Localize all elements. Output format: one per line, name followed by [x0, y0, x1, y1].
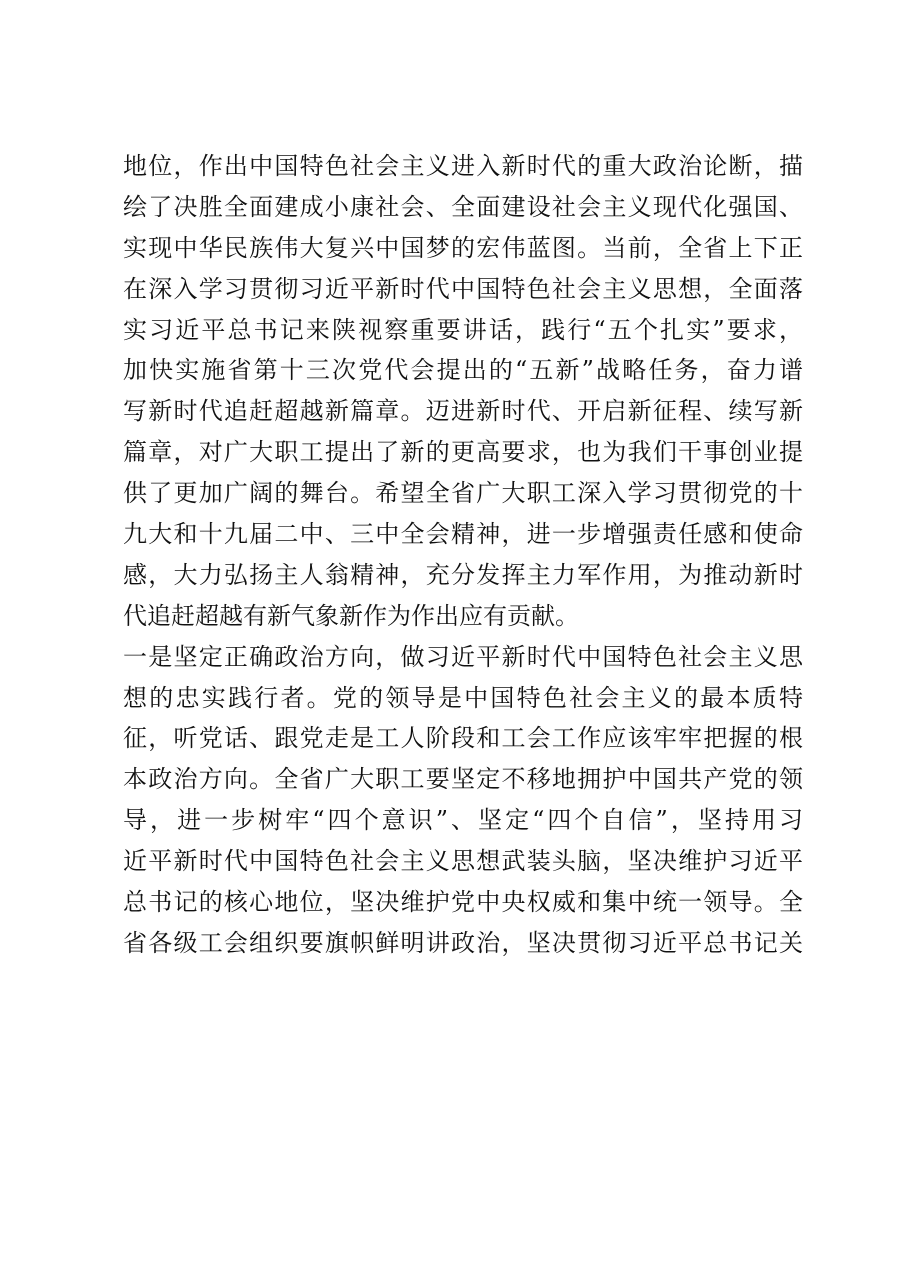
text-line: 在深入学习贯彻习近平新时代中国特色社会主义思想，全面落: [123, 274, 803, 303]
text-line: 想的忠实践行者。党的领导是中国特色社会主义的最本质特: [123, 683, 803, 712]
text-line: 导，进一步树牢“四个意识”、坚定“四个自信”，坚持用习: [123, 806, 803, 835]
text-line: 绘了决胜全面建成小康社会、全面建设社会主义现代化强国、: [123, 192, 803, 221]
text-line: 加快实施省第十三次党代会提出的“五新”战略任务，奋力谱: [123, 356, 803, 385]
text-line: 九大和十九届二中、三中全会精神，进一步增强责任感和使命: [123, 520, 803, 549]
text-line: 一是坚定正确政治方向，做习近平新时代中国特色社会主义思: [123, 642, 803, 671]
text-line: 本政治方向。全省广大职工要坚定不移地拥护中国共产党的领: [123, 765, 803, 794]
text-line: 征，听党话、跟党走是工人阶段和工会工作应该牢牢把握的根: [123, 724, 803, 753]
text-line: 供了更加广阔的舞台。希望全省广大职工深入学习贯彻党的十: [123, 479, 803, 508]
paragraph-end-line: 代追赶超越有新气象新作为作出应有贡献。: [123, 601, 579, 630]
text-line: 感，大力弘扬主人翁精神，充分发挥主力军作用，为推动新时: [123, 560, 803, 589]
text-line: 总书记的核心地位，坚决维护党中央权威和集中统一领导。全: [123, 888, 803, 917]
text-line: 实现中华民族伟大复兴中国梦的宏伟蓝图。当前，全省上下正: [123, 233, 803, 262]
text-line: 近平新时代中国特色社会主义思想武装头脑，坚决维护习近平: [123, 847, 803, 876]
text-line: 地位，作出中国特色社会主义进入新时代的重大政治论断，描: [123, 152, 803, 180]
text-line: 实习近平总书记来陕视察重要讲话，践行“五个扎实”要求，: [123, 315, 803, 344]
text-line: 写新时代追赶超越新篇章。迈进新时代、开启新征程、续写新: [123, 397, 803, 426]
text-line: 篇章，对广大职工提出了新的更高要求，也为我们干事创业提: [123, 438, 803, 467]
body-text: [123, 146, 803, 964]
text-line: 省各级工会组织要旗帜鲜明讲政治，坚决贯彻习近平总书记关: [123, 928, 803, 957]
